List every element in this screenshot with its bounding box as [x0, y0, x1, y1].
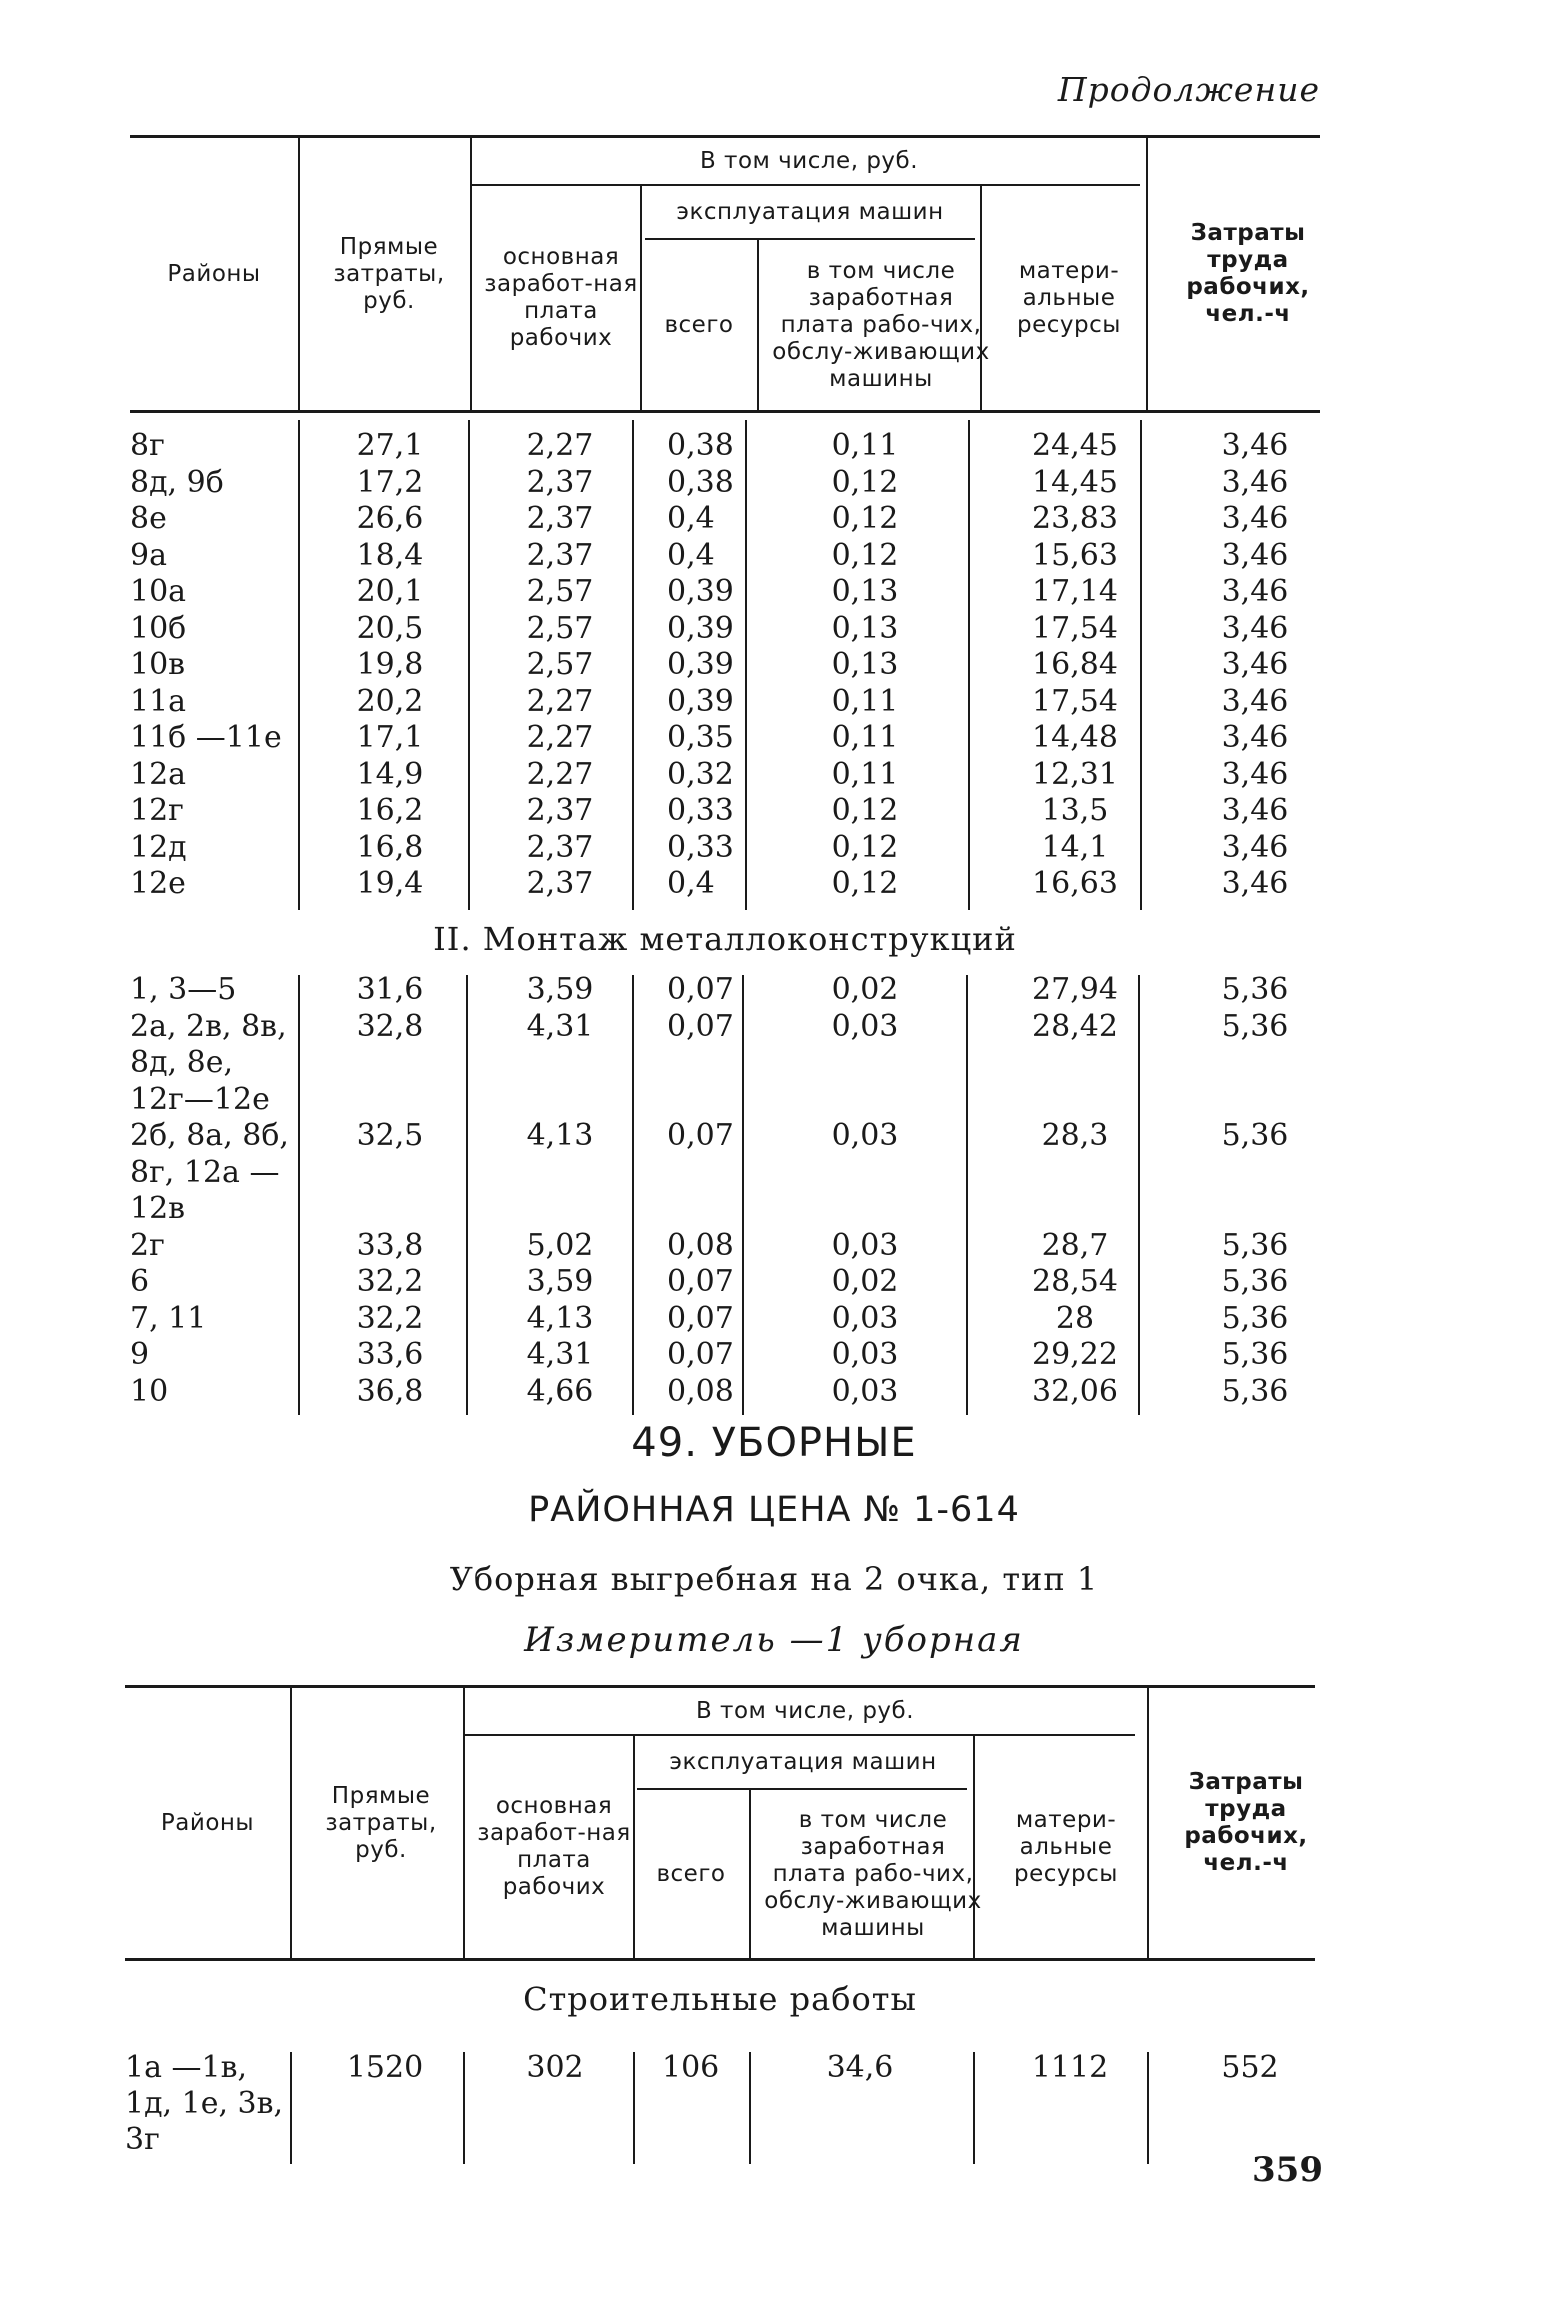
header-machine-wage: в том числе заработная плата рабо-чих, обслу-живающих машины: [772, 257, 990, 392]
table-row: [130, 1228, 1320, 1264]
cell-machines-total: 0,35: [667, 720, 734, 755]
cell-machine-wage: 0,13: [831, 610, 899, 646]
table-row: [130, 684, 1320, 720]
table-row: [130, 972, 1320, 1008]
cell-machines-total: 0,33: [667, 793, 734, 828]
cell-machines-total: 0,07: [667, 1008, 734, 1044]
cell-direct-costs: 1520: [346, 2050, 424, 2085]
cell-material: 28,54: [1032, 1264, 1118, 1299]
cell-machines-total: 0,07: [667, 1118, 734, 1153]
district-price-heading: РАЙОННАЯ ЦЕНА № 1-614: [528, 1490, 1020, 1530]
cell-machine-wage: 0,12: [831, 793, 899, 828]
cell-machines-total: 0,08: [667, 1373, 734, 1409]
cell-material: 28,42: [1032, 1008, 1118, 1044]
cell-labor: 5,36: [1221, 1008, 1289, 1044]
cell-machine-wage: 0,11: [831, 683, 899, 719]
cell-district: 9: [130, 1337, 150, 1372]
cell-district: 12а: [130, 756, 187, 792]
cell-district: 10а: [130, 574, 187, 609]
cell-machines-total: 0,33: [667, 829, 734, 865]
cell-direct-costs: 20,5: [356, 610, 424, 646]
cell-base-wage: 4,31: [526, 1008, 594, 1044]
cell-material: 14,48: [1032, 720, 1118, 755]
cell-direct-costs: 17,2: [356, 464, 424, 500]
header-labor: Затраты труда рабочих, чел.-ч: [1186, 220, 1310, 327]
cell-machines-total: 0,07: [667, 1300, 734, 1336]
cell-material: 29,22: [1032, 1337, 1118, 1372]
cell-direct-costs: 27,1: [356, 428, 424, 463]
cell-base-wage: 2,27: [526, 720, 594, 755]
cell-machine-wage: 34,6: [826, 2050, 894, 2085]
table-row: [130, 720, 1320, 756]
cell-machine-wage: 0,03: [831, 1300, 899, 1336]
cell-labor: 5,36: [1221, 1227, 1289, 1263]
table-row: [130, 830, 1320, 866]
cell-material: 12,31: [1032, 756, 1118, 792]
cell-labor: 3,46: [1221, 793, 1289, 828]
cell-machine-wage: 0,03: [831, 1118, 899, 1153]
table-row: [130, 647, 1320, 683]
cell-machine-wage: 0,12: [831, 464, 899, 500]
header-machines-total: всего: [664, 311, 734, 338]
cell-material: 14,1: [1041, 829, 1109, 865]
header2-including: В том числе, руб.: [695, 1697, 915, 1724]
section-title-construction: Строительные работы: [523, 1980, 917, 2018]
cell-machine-wage: 0,03: [831, 1373, 899, 1409]
cell-material: 14,45: [1032, 464, 1118, 500]
table-row: [125, 2086, 1315, 2122]
header2-labor: Затраты труда рабочих, чел.-ч: [1184, 1769, 1308, 1876]
table-row: [130, 538, 1320, 574]
cell-district: 8г: [130, 428, 165, 463]
cell-direct-costs: 32,2: [356, 1300, 424, 1336]
cell-direct-costs: 33,6: [356, 1337, 424, 1372]
cell-direct-costs: 32,5: [356, 1118, 424, 1153]
cell-base-wage: 2,27: [526, 683, 594, 719]
cell-labor: 3,46: [1221, 610, 1289, 646]
cell-base-wage: 5,02: [526, 1227, 594, 1263]
cell-district: 8г, 12а —: [130, 1154, 280, 1190]
cell-direct-costs: 16,2: [356, 793, 424, 828]
cell-machine-wage: 0,11: [831, 756, 899, 792]
cell-labor: 5,36: [1221, 1118, 1289, 1153]
cell-direct-costs: 17,1: [356, 720, 424, 755]
cell-machine-wage: 0,03: [831, 1337, 899, 1372]
cell-material: 17,14: [1032, 574, 1118, 609]
cell-machine-wage: 0,12: [831, 829, 899, 865]
cell-base-wage: 2,57: [526, 574, 594, 609]
cell-machines-total: 106: [662, 2050, 720, 2085]
cell-base-wage: 2,27: [526, 428, 594, 463]
table-row: [130, 793, 1320, 829]
cell-machine-wage: 0,13: [831, 574, 899, 609]
cell-direct-costs: 20,1: [356, 574, 424, 609]
cell-district: 11а: [130, 683, 187, 719]
cell-material: 27,94: [1032, 972, 1118, 1007]
cell-machines-total: 0,39: [667, 683, 734, 719]
cell-direct-costs: 19,4: [356, 866, 424, 901]
cell-district: 6: [130, 1264, 150, 1299]
table-row: [130, 501, 1320, 537]
table-row: [125, 2122, 1315, 2158]
cell-district: 10б: [130, 610, 187, 646]
cell-machine-wage: 0,12: [831, 537, 899, 573]
table-row: [130, 428, 1320, 464]
cell-labor: 3,46: [1221, 501, 1289, 536]
cell-material: 32,06: [1032, 1373, 1118, 1409]
cell-district: 12г: [130, 793, 184, 828]
table-row: [130, 1191, 1320, 1227]
cell-direct-costs: 33,8: [356, 1227, 424, 1263]
cell-base-wage: 3,59: [526, 1264, 594, 1299]
cell-material: 16,63: [1032, 866, 1118, 901]
header-direct-costs: Прямые затраты, руб.: [333, 233, 445, 314]
table-row: [130, 1337, 1320, 1373]
item-subtitle: Уборная выгребная на 2 очка, тип 1: [449, 1560, 1099, 1598]
cell-machines-total: 0,39: [667, 574, 734, 609]
cell-base-wage: 4,31: [526, 1337, 594, 1372]
header2-material: матери-альные ресурсы: [1014, 1806, 1118, 1887]
cell-material: 13,5: [1041, 793, 1109, 828]
cell-district: 3г: [125, 2122, 160, 2157]
cell-district: 9а: [130, 537, 167, 573]
cell-district: 12г—12е: [130, 1081, 270, 1117]
cell-base-wage: 2,27: [526, 756, 594, 792]
table-row: [130, 1301, 1320, 1337]
cost-table-1: [130, 130, 1320, 1415]
cell-labor: 5,36: [1221, 1300, 1289, 1336]
header-including: В том числе, руб.: [699, 147, 919, 174]
cell-labor: 3,46: [1221, 866, 1289, 901]
cell-material: 1112: [1031, 2050, 1109, 2085]
cell-machine-wage: 0,13: [831, 647, 899, 682]
header-districts: Районы: [167, 260, 261, 287]
cell-labor: 3,46: [1221, 756, 1289, 792]
cell-district: 12д: [130, 829, 187, 865]
header2-base-wage: основная заработ-ная плата рабочих: [477, 1793, 631, 1900]
cell-district: 2г: [130, 1227, 165, 1263]
cell-machine-wage: 0,11: [831, 720, 899, 755]
cell-machines-total: 0,4: [667, 537, 715, 573]
header2-direct-costs: Прямые затраты, руб.: [325, 1782, 437, 1863]
table-row: [130, 1045, 1320, 1081]
cell-base-wage: 3,59: [526, 972, 594, 1007]
header2-machines: эксплуатация машин: [669, 1748, 937, 1775]
cell-district: 1, 3—5: [130, 972, 237, 1007]
cell-direct-costs: 32,2: [356, 1264, 424, 1299]
cell-base-wage: 2,57: [526, 647, 594, 682]
cell-district: 12е: [130, 866, 186, 901]
measure-unit: Измеритель —1 уборная: [524, 1620, 1024, 1660]
cell-district: 8д, 9б: [130, 464, 224, 500]
cell-material: 24,45: [1032, 428, 1118, 463]
cell-base-wage: 4,13: [526, 1300, 594, 1336]
table-row: [130, 611, 1320, 647]
cell-machines-total: 0,38: [667, 428, 734, 463]
cell-labor: 3,46: [1221, 428, 1289, 463]
cell-direct-costs: 14,9: [356, 756, 424, 792]
cell-material: 28,3: [1041, 1118, 1109, 1153]
cell-direct-costs: 36,8: [356, 1373, 424, 1409]
cell-district: 1а —1в,: [125, 2050, 248, 2085]
cell-machines-total: 0,38: [667, 464, 734, 500]
cell-material: 16,84: [1032, 647, 1118, 682]
continuation-label: Продолжение: [1057, 70, 1320, 109]
cell-labor: 552: [1221, 2050, 1279, 2085]
cell-district: 10в: [130, 647, 186, 682]
cell-machine-wage: 0,12: [831, 501, 899, 536]
cell-base-wage: 302: [526, 2050, 584, 2085]
cell-labor: 3,46: [1221, 647, 1289, 682]
table-row: [130, 1118, 1320, 1154]
cell-district: 1д, 1е, 3в,: [125, 2086, 284, 2121]
cell-district: 10: [130, 1373, 169, 1409]
header2-machine-wage: в том числе заработная плата рабо-чих, обслу-живающих машины: [764, 1806, 982, 1941]
cell-labor: 3,46: [1221, 683, 1289, 719]
cell-base-wage: 2,37: [526, 829, 594, 865]
cell-base-wage: 4,66: [526, 1373, 594, 1409]
cell-direct-costs: 20,2: [356, 683, 424, 719]
table-row: [125, 2050, 1315, 2086]
cell-labor: 5,36: [1221, 1264, 1289, 1299]
cell-labor: 5,36: [1221, 972, 1289, 1007]
cell-labor: 3,46: [1221, 464, 1289, 500]
cell-machines-total: 0,4: [667, 866, 715, 901]
cell-machines-total: 0,07: [667, 1337, 734, 1372]
table-row: [130, 1009, 1320, 1045]
page-number: 359: [1252, 2150, 1323, 2190]
table-row: [130, 1374, 1320, 1410]
cell-direct-costs: 31,6: [356, 972, 424, 1007]
cell-labor: 5,36: [1221, 1337, 1289, 1372]
table-row: [130, 1155, 1320, 1191]
cell-material: 17,54: [1032, 683, 1118, 719]
header-machines: эксплуатация машин: [676, 198, 944, 225]
header2-districts: Районы: [160, 1809, 255, 1836]
cell-direct-costs: 16,8: [356, 829, 424, 865]
cell-district: 8д, 8е,: [130, 1045, 234, 1080]
table-row: [130, 1082, 1320, 1118]
cell-machines-total: 0,07: [667, 1264, 734, 1299]
cell-base-wage: 2,37: [526, 793, 594, 828]
table-row: [130, 866, 1320, 902]
cell-base-wage: 2,37: [526, 501, 594, 536]
table-row: [130, 465, 1320, 501]
cell-base-wage: 2,37: [526, 537, 594, 573]
cell-direct-costs: 32,8: [356, 1008, 424, 1044]
cell-labor: 3,46: [1221, 720, 1289, 755]
cell-base-wage: 2,57: [526, 610, 594, 646]
cell-machine-wage: 0,02: [831, 1264, 899, 1299]
cell-district: 2а, 2в, 8в,: [130, 1008, 287, 1044]
cell-material: 15,63: [1032, 537, 1118, 573]
section-title-metal: II. Монтаж металлоконструкций: [433, 920, 1017, 958]
cell-machines-total: 0,32: [667, 756, 734, 792]
cell-machines-total: 0,07: [667, 972, 734, 1007]
cell-material: 17,54: [1032, 610, 1118, 646]
header2-machines-total: всего: [656, 1860, 726, 1887]
header-material: матери-альные ресурсы: [1017, 257, 1121, 338]
cell-machine-wage: 0,02: [831, 972, 899, 1007]
section-heading: 49. УБОРНЫЕ: [631, 1420, 917, 1466]
cell-district: 7, 11: [130, 1300, 207, 1336]
cell-direct-costs: 26,6: [356, 501, 424, 536]
cell-machines-total: 0,08: [667, 1227, 734, 1263]
cell-machine-wage: 0,11: [831, 428, 899, 463]
cell-district: 8е: [130, 501, 167, 536]
cell-machine-wage: 0,03: [831, 1227, 899, 1263]
header-bottom-rule: [130, 410, 1320, 413]
cell-district: 2б, 8а, 8б,: [130, 1118, 289, 1153]
table-row: [130, 1264, 1320, 1300]
cell-labor: 3,46: [1221, 537, 1289, 573]
cell-district: 12в: [130, 1191, 186, 1226]
cell-direct-costs: 18,4: [356, 537, 424, 573]
header-base-wage: основная заработ-ная плата рабочих: [484, 244, 638, 351]
cell-material: 28: [1055, 1300, 1095, 1336]
cell-base-wage: 2,37: [526, 866, 594, 901]
table-row: [130, 574, 1320, 610]
cell-labor: 5,36: [1221, 1373, 1289, 1409]
cell-machine-wage: 0,12: [831, 866, 899, 901]
cell-material: 23,83: [1032, 501, 1118, 536]
cell-base-wage: 2,37: [526, 464, 594, 500]
cell-direct-costs: 19,8: [356, 647, 424, 682]
cell-machines-total: 0,4: [667, 501, 715, 536]
cell-machines-total: 0,39: [667, 610, 734, 646]
cell-labor: 3,46: [1221, 574, 1289, 609]
cell-district: 11б —11е: [130, 720, 282, 755]
cost-table-2: [125, 1680, 1315, 2180]
cell-machine-wage: 0,03: [831, 1008, 899, 1044]
cell-machines-total: 0,39: [667, 647, 734, 682]
cell-material: 28,7: [1041, 1227, 1109, 1263]
cell-base-wage: 4,13: [526, 1118, 594, 1153]
table-row: [130, 757, 1320, 793]
cell-labor: 3,46: [1221, 829, 1289, 865]
